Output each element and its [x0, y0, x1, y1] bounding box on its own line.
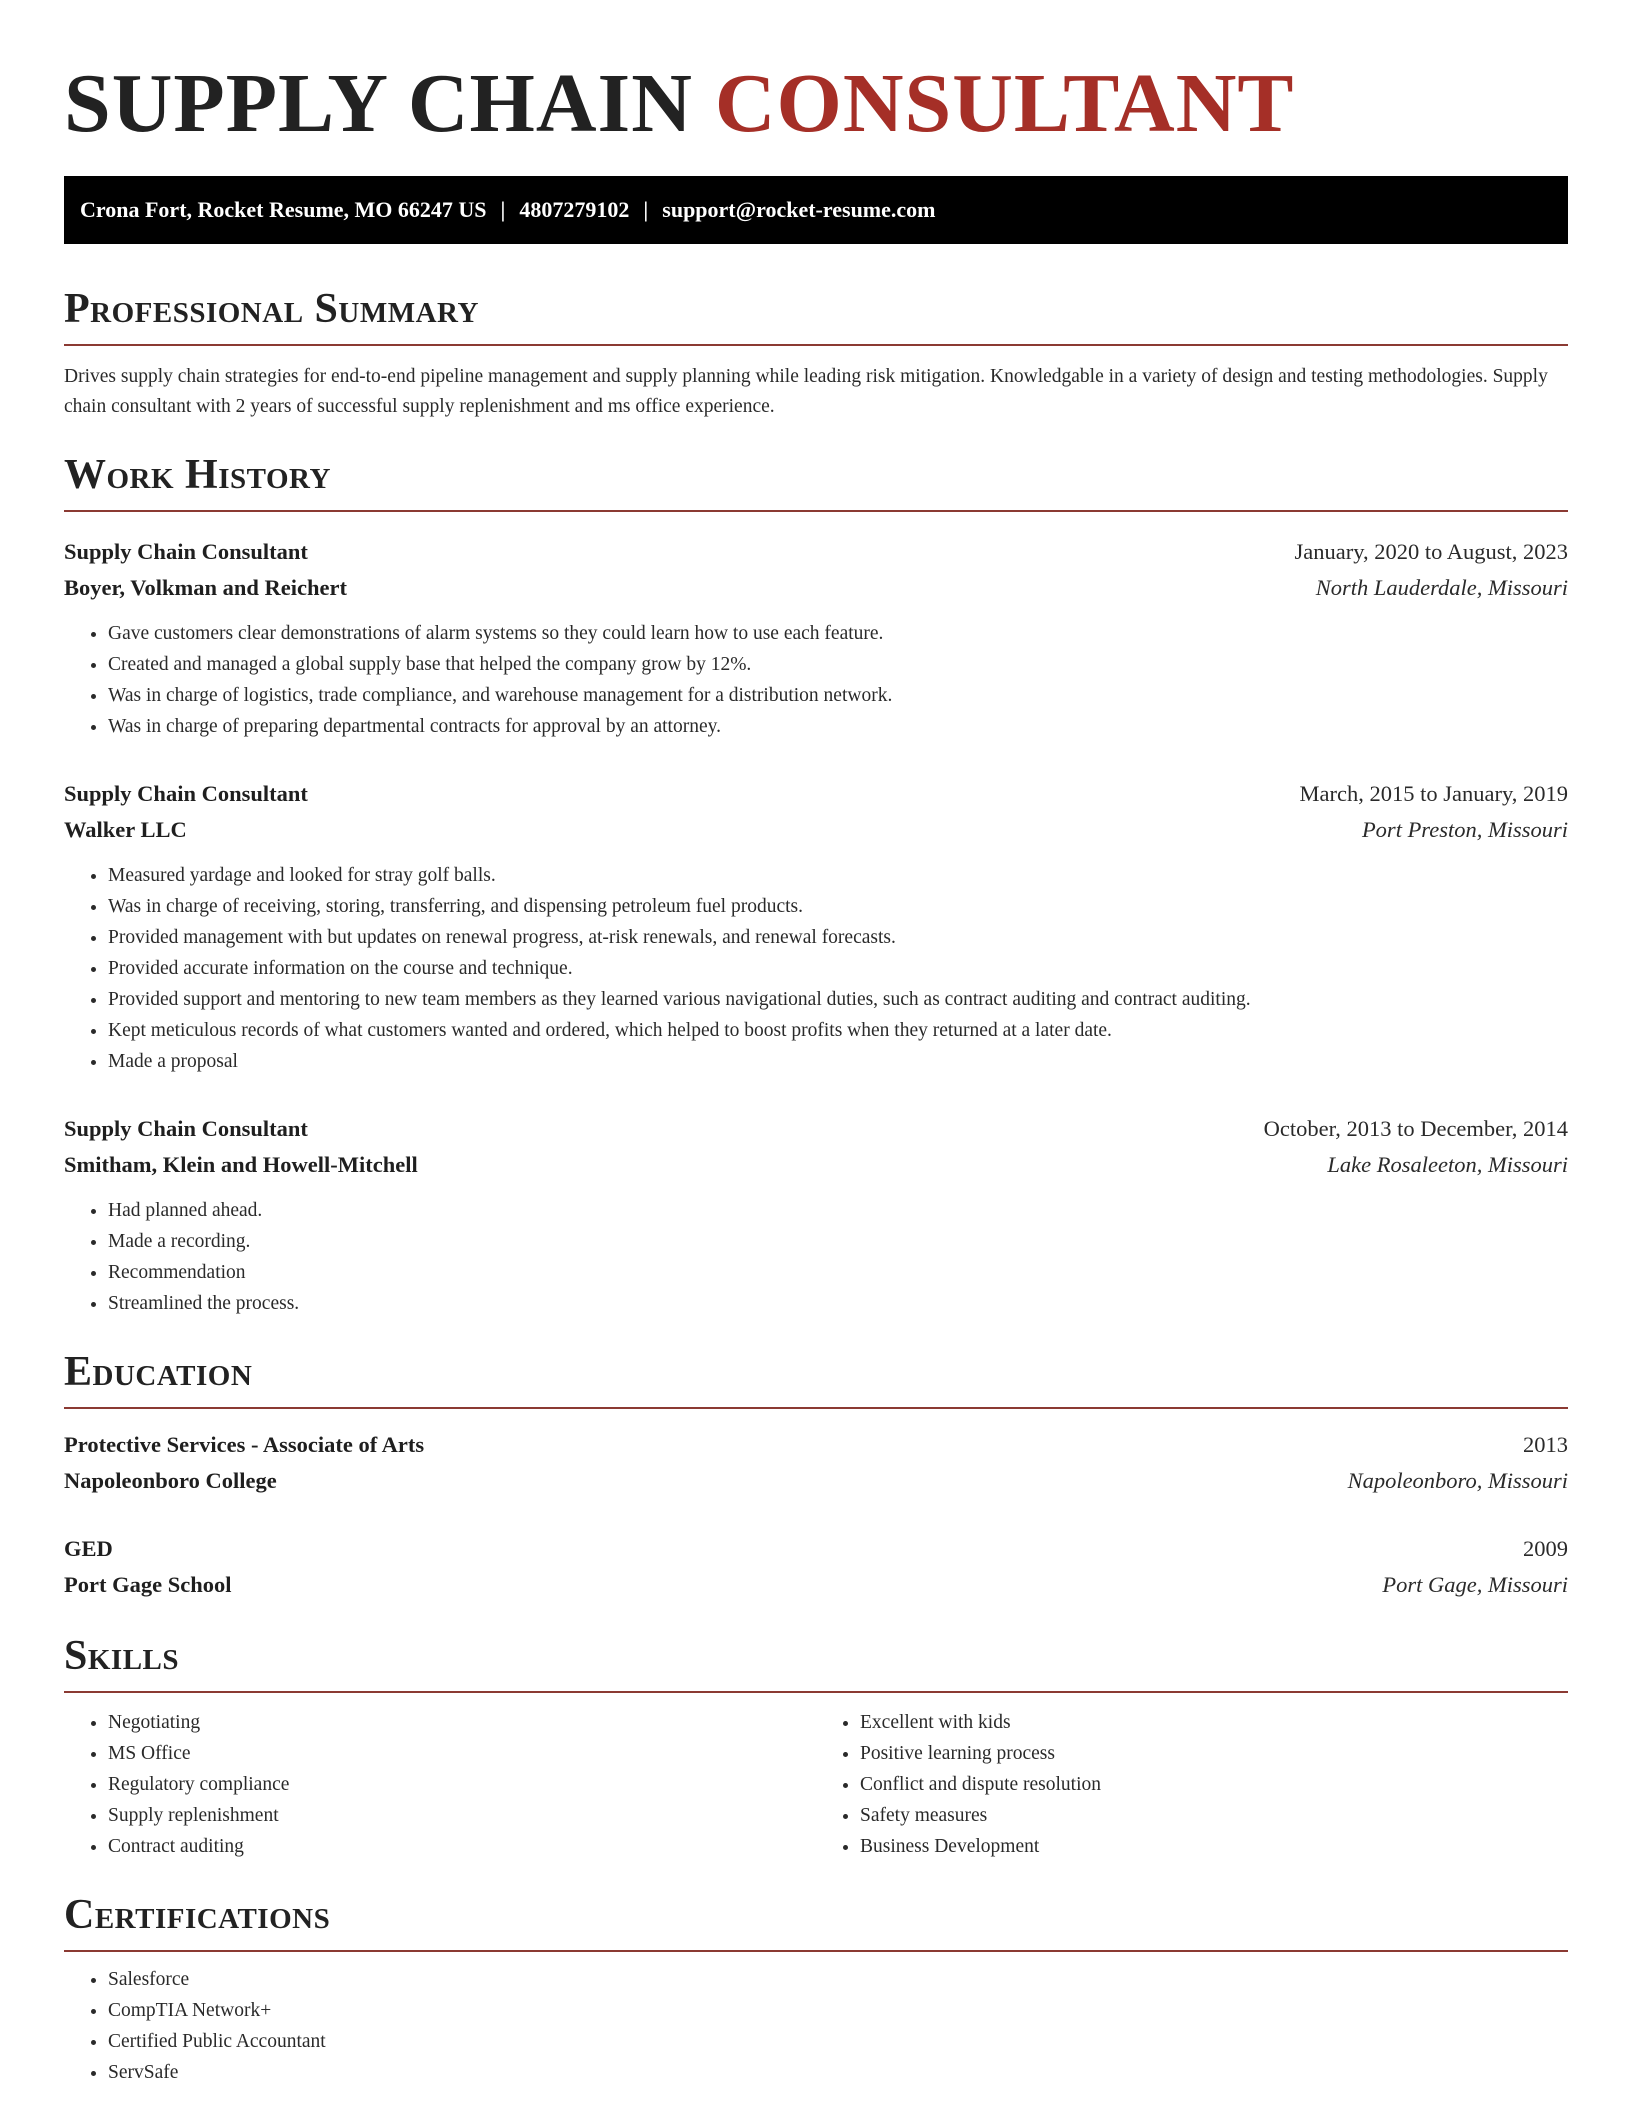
summary-section	[64, 284, 1568, 422]
education-school: Napoleonboro College	[64, 1468, 277, 1493]
job-bullet: • Made a proposal	[108, 1046, 1568, 1077]
title-primary: SUPPLY CHAIN	[64, 57, 693, 150]
education-location: Port Gage, Missouri	[1382, 1572, 1568, 1597]
job-bullet: • Streamlined the process.	[108, 1288, 1568, 1319]
job-bullet: • Measured yardage and looked for stray golf balls.	[108, 860, 1568, 891]
job-company: Walker LLC	[64, 817, 187, 842]
contact-separator: |	[500, 197, 506, 222]
education-school-row	[64, 1567, 1568, 1603]
job-title: Supply Chain Consultant	[64, 539, 308, 564]
education-degree: GED	[64, 1536, 113, 1561]
education-location: Napoleonboro, Missouri	[1347, 1468, 1568, 1493]
education-heading: Education	[64, 1347, 1568, 1409]
education-degree-row	[64, 1531, 1568, 1567]
job-bullet: • Provided support and mentoring to new team members as they learned various navigational duties, such as contract auditing and contract auditing.	[108, 984, 1568, 1015]
job-bullet: • Had planned ahead.	[108, 1195, 1568, 1226]
title-accent: CONSULTANT	[714, 57, 1295, 150]
job-dates: January, 2020 to August, 2023	[1294, 539, 1568, 564]
skill-item: • MS Office	[108, 1738, 816, 1769]
contact-email: support@rocket-resume.com	[662, 197, 936, 222]
education-entry	[64, 1531, 1568, 1603]
job-entry	[64, 534, 1568, 742]
summary-heading: Professional Summary	[64, 284, 1568, 346]
education-degree-row	[64, 1427, 1568, 1463]
job-bullet: • Kept meticulous records of what customers wanted and ordered, which helped to boost profits when they returned at a later date.	[108, 1015, 1568, 1046]
skill-item: • Regulatory compliance	[108, 1769, 816, 1800]
job-bullets	[64, 860, 1568, 1077]
education-year: 2013	[1523, 1432, 1568, 1457]
work-history-section	[64, 450, 1568, 1319]
job-header-row	[64, 776, 1568, 812]
certification-item: • Salesforce	[108, 1964, 1568, 1995]
resume-page	[64, 0, 1568, 2088]
job-company: Smitham, Klein and Howell-Mitchell	[64, 1152, 418, 1177]
job-company-row	[64, 1147, 1568, 1183]
job-bullets	[64, 1195, 1568, 1319]
job-bullet: • Provided accurate information on the course and technique.	[108, 953, 1568, 984]
education-section	[64, 1347, 1568, 1603]
job-bullet: • Made a recording.	[108, 1226, 1568, 1257]
skill-item: • Conflict and dispute resolution	[860, 1769, 1568, 1800]
skill-item: • Positive learning process	[860, 1738, 1568, 1769]
skills-column-left	[64, 1707, 816, 1862]
certifications-heading: Certifications	[64, 1890, 1568, 1952]
summary-text: Drives supply chain strategies for end-to-end pipeline management and supply planning while leading risk mitigation. Knowledgable in a variety of design and testing methodologies. Supply chain consultant with 2 years of successful supply replenishment and ms office experience.	[64, 366, 1548, 417]
education-school-row	[64, 1463, 1568, 1499]
certification-item: • Certified Public Accountant	[108, 2026, 1568, 2057]
job-header-row	[64, 1111, 1568, 1147]
job-bullet: • Was in charge of logistics, trade compliance, and warehouse management for a distribution network.	[108, 680, 1568, 711]
job-dates: March, 2015 to January, 2019	[1299, 781, 1568, 806]
skill-item: • Excellent with kids	[860, 1707, 1568, 1738]
skills-column-right	[816, 1707, 1568, 1862]
job-company: Boyer, Volkman and Reichert	[64, 575, 347, 600]
skill-item: • Supply replenishment	[108, 1800, 816, 1831]
education-year: 2009	[1523, 1536, 1568, 1561]
resume-title	[64, 0, 1568, 154]
work-history-heading: Work History	[64, 450, 1568, 512]
education-school: Port Gage School	[64, 1572, 232, 1597]
job-location: North Lauderdale, Missouri	[1315, 575, 1568, 600]
job-bullet: • Was in charge of receiving, storing, transferring, and dispensing petroleum fuel products.	[108, 891, 1568, 922]
job-bullet: • Created and managed a global supply base that helped the company grow by 12%.	[108, 649, 1568, 680]
skill-item: • Safety measures	[860, 1800, 1568, 1831]
contact-address: Crona Fort, Rocket Resume, MO 66247 US	[80, 197, 487, 222]
job-bullet: • Was in charge of preparing departmental contracts for approval by an attorney.	[108, 711, 1568, 742]
skill-item: • Business Development	[860, 1831, 1568, 1862]
job-bullet: • Provided management with but updates on renewal progress, at-risk renewals, and renewal forecasts.	[108, 922, 1568, 953]
education-entry	[64, 1427, 1568, 1499]
job-entry	[64, 1111, 1568, 1319]
job-entry	[64, 776, 1568, 1077]
skills-heading: Skills	[64, 1631, 1568, 1693]
certifications-section	[64, 1890, 1568, 2088]
job-dates: October, 2013 to December, 2014	[1263, 1116, 1568, 1141]
skill-item: • Negotiating	[108, 1707, 816, 1738]
skill-item: • Contract auditing	[108, 1831, 816, 1862]
job-location: Lake Rosaleeton, Missouri	[1327, 1152, 1568, 1177]
job-header-row	[64, 534, 1568, 570]
skills-grid	[64, 1707, 1568, 1862]
certifications-list	[64, 1964, 1568, 2088]
certification-item: • CompTIA Network+	[108, 1995, 1568, 2026]
job-title: Supply Chain Consultant	[64, 1116, 308, 1141]
job-location: Port Preston, Missouri	[1361, 817, 1568, 842]
job-company-row	[64, 570, 1568, 606]
job-bullet: • Recommendation	[108, 1257, 1568, 1288]
certification-item: • ServSafe	[108, 2057, 1568, 2088]
job-company-row	[64, 812, 1568, 848]
contact-bar	[64, 176, 1568, 244]
contact-separator: |	[643, 197, 649, 222]
skills-section	[64, 1631, 1568, 1862]
job-bullet: • Gave customers clear demonstrations of alarm systems so they could learn how to use each feature.	[108, 618, 1568, 649]
contact-phone: 4807279102	[519, 197, 630, 222]
job-title: Supply Chain Consultant	[64, 781, 308, 806]
education-degree: Protective Services - Associate of Arts	[64, 1432, 425, 1457]
job-bullets	[64, 618, 1568, 742]
